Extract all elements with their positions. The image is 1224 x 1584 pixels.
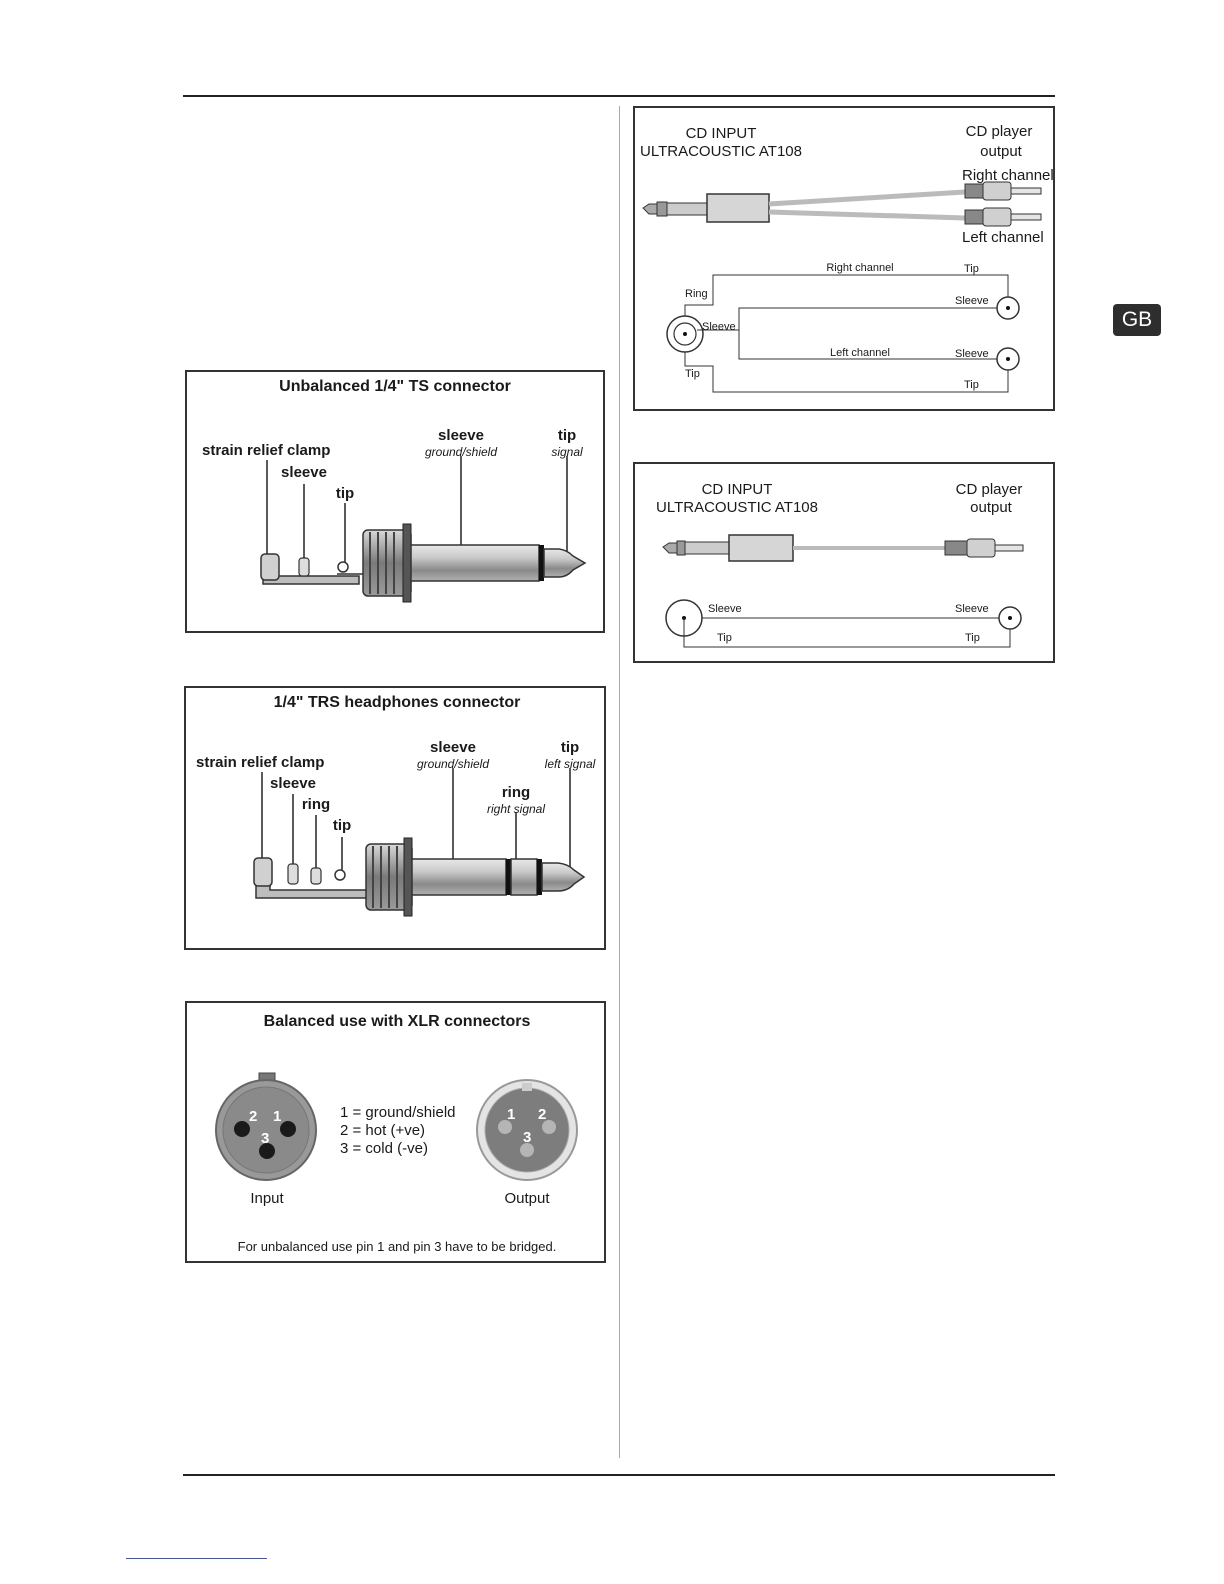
column-divider [619, 106, 620, 1458]
schematic-tip-top: Tip [964, 263, 979, 275]
sleeve-label-right: sleeve [430, 739, 476, 756]
bottom-rule [183, 1474, 1055, 1476]
cd-player-line2: output [970, 499, 1012, 516]
schematic-sleeve-bottom: Sleeve [955, 348, 989, 360]
stereo-cd-cable-panel [633, 106, 1055, 411]
output-pin-3: 3 [523, 1129, 532, 1146]
footer-link-underline[interactable] [126, 1558, 267, 1559]
left-channel-label: Left channel [962, 229, 1044, 246]
language-badge: GB [1113, 304, 1161, 336]
output-pin-1: 1 [507, 1106, 516, 1123]
legend-pin-3: 3 = cold (-ve) [340, 1140, 428, 1157]
sleeve-sub-label: ground/shield [416, 757, 490, 771]
schematic-tip-right: Tip [965, 632, 980, 644]
cd-input-line2: ULTRACOUSTIC AT108 [640, 143, 802, 160]
schematic-tip-left: Tip [717, 632, 732, 644]
legend-pin-2: 2 = hot (+ve) [340, 1122, 426, 1139]
right-channel-label: Right channel [962, 167, 1054, 184]
schematic-sleeve-left: Sleeve [702, 321, 736, 333]
cd-input-line2: ULTRACOUSTIC AT108 [656, 499, 818, 516]
schematic-sleeve-top: Sleeve [955, 295, 989, 307]
tip-sub-label: signal [551, 445, 583, 459]
ring-sub-label: right signal [486, 802, 546, 816]
tip-label-right: tip [560, 739, 580, 756]
strain-relief-label: strain relief clamp [202, 442, 331, 459]
panel-title: 1/4" TRS headphones connector [273, 694, 521, 711]
cd-player-line2: output [980, 143, 1022, 160]
xlr-connector-panel [185, 1001, 606, 1263]
trs-connector-panel [184, 686, 606, 950]
unbalanced-footnote: For unbalanced use pin 1 and pin 3 have to be bridged. [237, 1239, 557, 1254]
cd-input-line1: CD INPUT [701, 481, 773, 498]
panel-title: Unbalanced 1/4" TS connector [279, 378, 511, 395]
sleeve-label-left: sleeve [270, 775, 316, 792]
sleeve-sub-label: ground/shield [424, 445, 498, 459]
ts-jack-drawing [187, 372, 603, 631]
input-pin-3: 3 [261, 1130, 270, 1147]
sleeve-label-right: sleeve [438, 427, 484, 444]
tip-sub-label: left signal [544, 757, 596, 771]
schematic-tip-left: Tip [685, 368, 700, 380]
cd-input-line1: CD INPUT [685, 125, 757, 142]
strain-relief-label: strain relief clamp [196, 754, 325, 771]
top-rule [183, 95, 1055, 97]
schematic-sleeve-right: Sleeve [955, 603, 989, 615]
schematic-left-channel: Left channel [830, 347, 890, 359]
schematic-ring: Ring [685, 288, 708, 300]
input-label: Input [250, 1190, 284, 1207]
output-label: Output [504, 1190, 550, 1207]
schematic-sleeve-left: Sleeve [708, 603, 742, 615]
ts-connector-panel [185, 370, 605, 633]
cd-player-line1: CD player [955, 481, 1023, 498]
cd-player-line1: CD player [965, 123, 1033, 140]
legend-pin-1: 1 = ground/shield [340, 1104, 456, 1121]
tip-label-left: tip [332, 817, 352, 834]
schematic-right-channel: Right channel [826, 262, 894, 274]
trs-jack-drawing [186, 688, 604, 948]
output-pin-2: 2 [538, 1106, 547, 1123]
ring-label-right: ring [501, 784, 531, 801]
tip-label-right: tip [557, 427, 577, 444]
input-pin-2: 2 [249, 1108, 258, 1125]
sleeve-label-left: sleeve [281, 464, 327, 481]
input-pin-1: 1 [273, 1108, 282, 1125]
ring-label-left: ring [301, 796, 331, 813]
mono-cd-cable-panel [633, 462, 1055, 663]
tip-label-left: tip [335, 485, 355, 502]
panel-title: Balanced use with XLR connectors [263, 1013, 531, 1030]
schematic-tip-bottom: Tip [964, 379, 979, 391]
